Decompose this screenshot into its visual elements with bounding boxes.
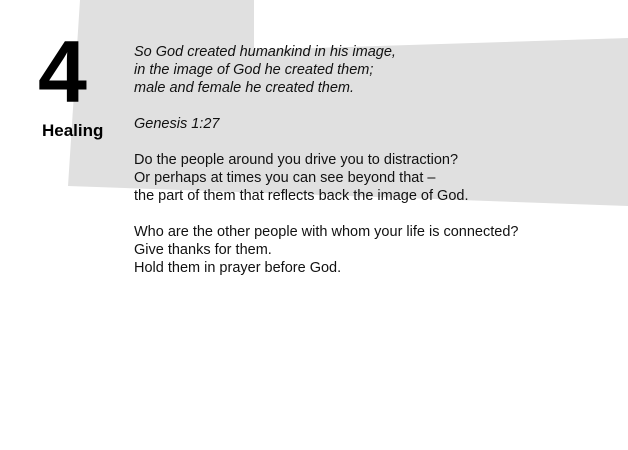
reflection-line: Hold them in prayer before God. — [134, 260, 342, 276]
reflection-line: Do the people around you drive you to distraction? — [134, 152, 459, 168]
reflection-line: Or perhaps at times you can see beyond that – — [134, 170, 436, 186]
content-body — [134, 43, 604, 277]
verse-line: in the image of God he created them; — [134, 62, 374, 78]
chapter-title: Healing — [42, 121, 104, 140]
scripture-reference: Genesis 1:27 — [134, 116, 220, 132]
verse-line: male and female he created them. — [134, 80, 355, 96]
reflection-paragraph-2 — [134, 223, 604, 277]
verse-line: So God created humankind in his image, — [134, 44, 396, 60]
reflection-line: the part of them that reflects back the image of God. — [134, 188, 469, 204]
reflection-line: Give thanks for them. — [134, 242, 272, 258]
scripture-verse — [134, 43, 604, 97]
chapter-number: 4 — [38, 22, 85, 121]
reflection-paragraph-1 — [134, 151, 604, 205]
reflection-line: Who are the other people with whom your life is connected? — [134, 224, 519, 240]
